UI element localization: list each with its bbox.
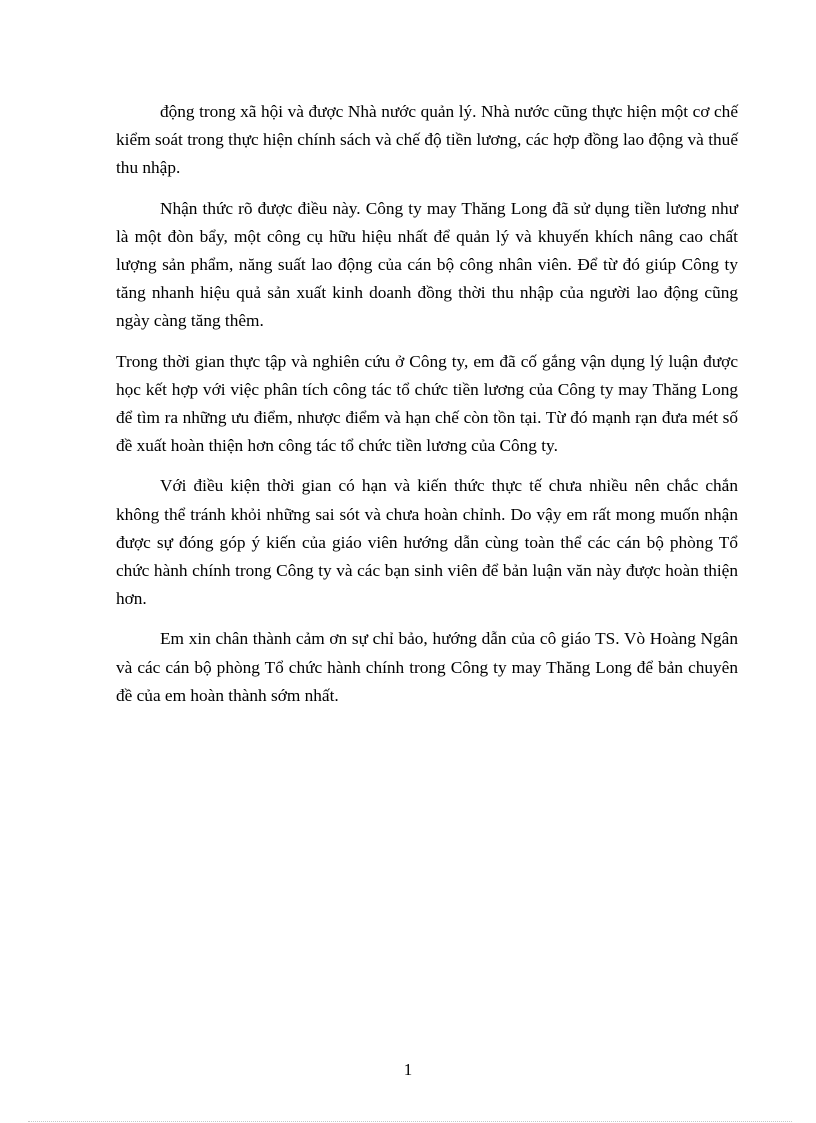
document-body [116,98,738,722]
footer-divider [28,1121,792,1122]
paragraph-1: động trong xã hội và được Nhà nước quản lý. Nhà nước cũng thực hiện một cơ chế kiểm soát trong thực hiện chính sách và chế độ tiền lương, các hợp đồng lao động và thuế thu nhập. [116,102,738,178]
paragraph-4: Với điều kiện thời gian có hạn và kiến thức thực tế chưa nhiều nên chắc chắn không thể tránh khỏi những sai sót và chưa hoàn chỉnh. Do vậy em rất mong muốn nhận được sự đóng góp ý kiến của giáo viên hướng dẫn cùng toàn thể các cán bộ phòng Tổ chức hành chính trong Công ty và các bạn sinh viên để bản luận văn này được hoàn thiện hơn. [116,476,738,609]
paragraph-3: Trong thời gian thực tập và nghiên cứu ở Công ty, em đã cố gắng vận dụng lý luận được học kết hợp với việc phân tích công tác tổ chức tiền lương của Công ty may Thăng Long để tìm ra những ưu điểm, nhược điểm và hạn chế còn tồn tại. Từ đó mạnh rạn đưa mét số đề xuất hoàn thiện hơn công tác tổ chức tiền lương của Công ty. [116,351,738,456]
page-number: 1 [403,1060,413,1079]
paragraph-2: Nhận thức rõ được điều này. Công ty may Thăng Long đã sử dụng tiền lương như là một đòn bẩy, một công cụ hữu hiệu nhất để quản lý và khuyến khích nâng cao chất lượng sản phẩm, năng suất lao động của cán bộ công nhân viên. Để từ đó giúp Công ty tăng nhanh hiệu quả sản xuất kinh doanh đồng thời thu nhập của người lao động cũng ngày càng tăng thêm. [116,198,738,331]
paragraph-5: Em xin chân thành cảm ơn sự chỉ bảo, hướng dẫn của cô giáo TS. Vò Hoàng Ngân và các cán bộ phòng Tổ chức hành chính trong Công ty may Thăng Long để bản chuyên đề của em hoàn thành sớm nhất. [116,629,738,705]
